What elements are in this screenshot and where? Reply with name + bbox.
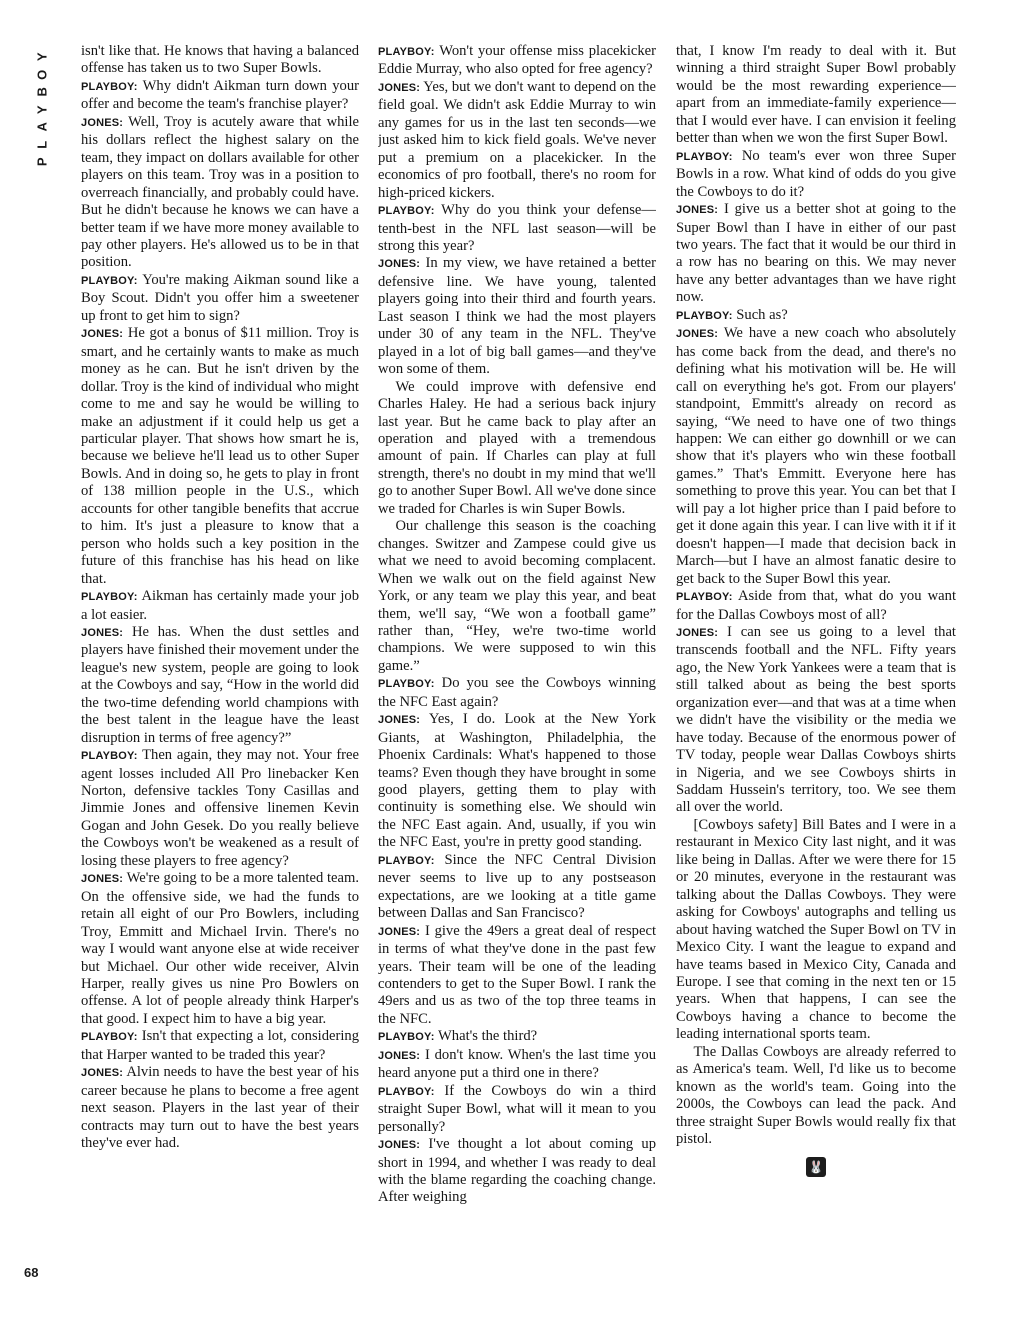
paragraph-text: I don't know. When's the last time you heard anyone put a third one in there?: [378, 1046, 656, 1082]
paragraph: [378, 852, 656, 923]
speaker-label: PLAYBOY:: [378, 205, 435, 218]
paragraph-text: Alvin needs to have the best year of his career because he plans to become a free agent next season. Players in the last year of their contracts may turn out to have the best years they've ever had.: [81, 1064, 359, 1152]
speaker-label: JONES:: [676, 328, 719, 341]
paragraph: [676, 1044, 956, 1149]
speaker-label: JONES:: [378, 1139, 421, 1152]
text-column-1: [81, 43, 359, 1293]
paragraph: [378, 379, 656, 519]
paragraph: [81, 78, 359, 114]
paragraph-text: He got a bonus of $11 million. Troy is smart, and he certainly wants to make as much money as he can. But he isn't driven by the dollar. Troy is the kind of individual who might come to me and say he would be willing to make an adjustment if it could help us get a particular player. That shows how smart he is, because we believe he'll lead us to other Super Bowls. And in doing so, he gets to play in front of 138 million people in the U.S., which accounts for other tangible benefits that accrue to him. It's just a pleasure to know that a person who holds such a key position in the future of this franchise has his head on like that.: [81, 325, 359, 587]
sidebar-letter: Y: [34, 52, 50, 62]
paragraph-text: You're making Aikman sound like a Boy Scout. Didn't you offer him a sweetener up front to get him to sign?: [81, 271, 359, 324]
speaker-label: PLAYBOY:: [378, 678, 435, 691]
paragraph: [676, 817, 956, 1044]
paragraph: [81, 43, 359, 78]
speaker-label: PLAYBOY:: [676, 150, 733, 163]
speaker-label: JONES:: [378, 81, 421, 94]
paragraph-text: I can see us going to a level that transcends football and the NFL. Fifty years ago, the New York Yankees were a team that is still talked about as being the best sports organization ever—and that was at a time when we didn't have the visibility or the media we have today. Because of the enormous power of TV today, people wear Dallas Cowboys shirts in Nigeria, and we see Cowboys shirts in Saddam Hussein's territory, too. We see them all over the world.: [676, 623, 956, 816]
speaker-label: PLAYBOY:: [81, 591, 138, 604]
sidebar-letter: B: [34, 87, 50, 97]
paragraph: [378, 79, 656, 202]
speaker-label: PLAYBOY:: [81, 1031, 138, 1044]
paragraph-text: Do you see the Cowboys winning the NFC East again?: [378, 675, 656, 710]
speaker-label: JONES:: [378, 258, 421, 271]
paragraph-text: No team's ever won three Super Bowls in a row. What kind of odds do you give the Cowboys to do it?: [676, 147, 956, 200]
paragraph: [81, 624, 359, 747]
paragraph-text: I give the 49ers a great deal of respect in terms of what they've done in the past few years. Their team will be one of the leading contenders to get to the Super Bowl. I rank the 49ers and us as two of the top three teams in the NFC.: [378, 922, 656, 1027]
paragraph: [676, 624, 956, 817]
paragraph-text: Isn't that expecting a lot, considering that Harper wanted to be traded this year?: [81, 1028, 359, 1063]
paragraph: [81, 870, 359, 1028]
speaker-label: PLAYBOY:: [81, 80, 138, 93]
paragraph-text: We have a new coach who absolutely has come back from the dead, and there's no defining what his motivation will be. He will call on everything he's got. From our players' standpoint, Emmitt's already on record as saying, “We need to have one of two things happen: We can either go downhill or we can show that it's players who win these football games.” That's Emmitt. Everyone here has something to prove this year. You can bet that I will pay a lot higher price than I paid before to get it done again this year. I can live with it if it doesn't happen—I made that decision back in March—but I have an almost fanatic desire to get back to the Super Bowl this year.: [676, 325, 956, 587]
speaker-label: PLAYBOY:: [378, 46, 435, 58]
paragraph-text: I've thought a lot about coming up short in 1994, and whether I was ready to deal with the blame regarding the coaching change. After weighing: [378, 1136, 656, 1206]
paragraph: [378, 923, 656, 1029]
paragraph: [676, 148, 956, 201]
speaker-label: JONES:: [378, 714, 421, 727]
paragraph-text: Then again, they may not. Your free agent losses included All Pro linebacker Ken Norton, defensive tackles Tony Casillas and Jimmie Jones and offensive linemen Kevin Gogan and John Gesek. Do you really believe the Cowboys won't be weakened as a result of losing these players to free agency?: [81, 747, 359, 869]
paragraph-text: Since the NFC Central Division never seems to live up to any postseason expectations, are we looking at a title game between Dallas and San Francisco?: [378, 851, 656, 922]
paragraph-text: If the Cowboys do win a third straight Super Bowl, what will it mean to you personally?: [378, 1082, 656, 1135]
speaker-label: JONES:: [378, 925, 421, 938]
paragraph: [81, 325, 359, 588]
text-column-3-body: [676, 43, 956, 1149]
sidebar-letter: L: [34, 140, 50, 149]
sidebar-letter: O: [34, 69, 50, 80]
paragraph-text: Our challenge this season is the coaching changes. Switzer and Zampese could give us what we need to avoid becoming complacent. When we walk out on the field against New York, or any team we play this year, and beat them, we'll say, “We won a football game” rather than, “Hey, we're two-time world champions. We were supposed to win this game.”: [378, 518, 656, 674]
speaker-label: PLAYBOY:: [378, 1031, 435, 1044]
paragraph-text: We're going to be a more talented team. On the offensive side, we had the funds to retain all eight of our Pro Bowlers, including Troy, Emmitt and Michael Irvin. There's no way I would want anyone else at wide receiver but Michael. Our other wide receiver, Alvin Harper, really gives us nine Pro Bowlers on offense. A lot of people already think Harper's that good. I expect him to have a big year.: [81, 870, 359, 1027]
end-mark-bunny-icon: 🐰: [806, 1157, 826, 1177]
paragraph-text: Won't your offense miss placekicker Eddie Murray, who also opted for free agency?: [378, 43, 656, 78]
speaker-label: PLAYBOY:: [676, 591, 733, 604]
speaker-label: PLAYBOY:: [676, 309, 733, 322]
paragraph: [378, 711, 656, 852]
text-column-3: [676, 43, 956, 1293]
paragraph-text: What's the third?: [438, 1028, 538, 1045]
paragraph: [378, 1083, 656, 1136]
paragraph: [676, 307, 956, 325]
paragraph: [378, 1136, 656, 1207]
paragraph: [676, 43, 956, 148]
paragraph: [81, 114, 359, 272]
speaker-label: JONES:: [676, 626, 719, 639]
paragraph: [81, 747, 359, 870]
paragraph: [378, 255, 656, 378]
paragraph-text: isn't like that. He knows that having a balanced offense has taken us to two Super Bowls.: [81, 43, 359, 77]
speaker-label: JONES:: [81, 873, 124, 886]
paragraph-text: Yes, I do. Look at the New York Giants, at Washington, Philadelphia, the Phoenix Cardinals: What's happened to those teams? Even though they have brought in some good players, getting them to play with continuity is something else. We should win the NFC East again. And, usually, if you win the NFC East, you're in pretty good standing.: [378, 711, 656, 851]
speaker-label: PLAYBOY:: [81, 750, 138, 763]
paragraph: [378, 1047, 656, 1083]
speaker-label: JONES:: [81, 1067, 124, 1080]
speaker-label: PLAYBOY:: [378, 854, 435, 867]
paragraph-text: Aikman has certainly made your job a lot easier.: [81, 588, 359, 623]
paragraph: [378, 1028, 656, 1046]
paragraph-text: Well, Troy is acutely aware that while his dollars reflect the highest salary on the team, they impact on dollars available for other players on this team. Troy was in a position to overreach financially, and probably could have. But he didn't because he knows we can have a better team if we have more money available to pay other players. He's allowed us to be in that position.: [81, 113, 359, 271]
speaker-label: PLAYBOY:: [81, 274, 138, 287]
paragraph-text: Why didn't Aikman turn down your offer and become the team's franchise player?: [81, 77, 359, 113]
speaker-label: JONES:: [378, 1049, 421, 1062]
speaker-label: JONES:: [676, 204, 719, 217]
speaker-label: PLAYBOY:: [378, 1085, 435, 1098]
sidebar-letter: A: [34, 122, 50, 132]
sidebar-letter: Y: [34, 104, 50, 114]
paragraph-text: [Cowboys safety] Bill Bates and I were in a restaurant in Mexico City last night, and it was like being in Dallas. After we were there for 15 or 20 minutes, everyone in the restaurant was talking about the Dallas Cowboys. They were asking for Cowboys' autographs and telling us about having watched the Super Bowl on TV in Mexico City. I want the league to expand and have teams based in Mexico City, Canada and Europe. I see that coming in the next ten or 15 years. When that happens, I can see the Cowboys having a chance to become the leading international sports team.: [676, 816, 956, 1043]
paragraph-text: I give us a better shot at going to the Super Bowl than I have in either of our past two years. The fact that it would be our third in a row has no bearing on this. We may never have any better advantages than we have right now.: [676, 201, 956, 306]
paragraph-text: In my view, we have retained a better defensive line. We have young, talented players going into their third and fourth years. Last season I think we had the most players under 30 of any team in the NFL. They've played in a lot of big ball games—and they've won some of them.: [378, 255, 656, 378]
paragraph: [378, 202, 656, 255]
paragraph-text: He has. When the dust settles and players have finished their movement under the league's new system, people are going to look at the Cowboys and say, “How in the world did the two-time defending world champions with the best talent in the league have the least disruption in terms of free agency?”: [81, 623, 359, 746]
paragraph: [378, 675, 656, 711]
paragraph-text: that, I know I'm ready to deal with it. But winning a third straight Super Bowl probably would be the most rewarding experience—apart from an immediate-family experience—that I would ever have. I can envision it feeling better than when we won the first Super Bowl.: [676, 43, 956, 147]
paragraph: [676, 201, 956, 307]
paragraph: [81, 1028, 359, 1064]
paragraph: [676, 588, 956, 624]
paragraph: [81, 1064, 359, 1152]
paragraph-text: Aside from that, what do you want for the Dallas Cowboys most of all?: [676, 588, 956, 623]
paragraph: [81, 588, 359, 624]
paragraph: [81, 272, 359, 325]
speaker-label: JONES:: [81, 626, 124, 639]
paragraph-text: Such as?: [736, 306, 788, 323]
speaker-label: JONES:: [81, 116, 124, 129]
paragraph-text: We could improve with defensive end Charles Haley. He had a serious back injury last year. But he came back to play after an operation and played with a tremendous amount of pain. If Charles can play at full strength, there's no doubt in my mind that we'll go to another Super Bowl. All we've done since we traded for Charles is win Super Bowls.: [378, 378, 656, 517]
speaker-label: JONES:: [81, 328, 124, 341]
paragraph-text: Yes, but we don't want to depend on the field goal. We didn't ask Eddie Murray to win any games for us in the last ten seconds—we just asked him to kick field goals. We've never put a premium on a placekicker. In the economics of pro football, there's no room for high-priced kickers.: [378, 78, 656, 201]
page-number: 68: [24, 1265, 39, 1280]
magazine-sidebar-mark: [32, 48, 52, 171]
text-column-2: [378, 43, 656, 1293]
paragraph: [378, 43, 656, 79]
paragraph: [378, 518, 656, 675]
paragraph: [676, 325, 956, 588]
sidebar-letter: P: [34, 157, 50, 167]
paragraph-text: Why do you think your defense—tenth-best in the NFL last season—will be strong this year?: [378, 202, 656, 254]
paragraph-text: The Dallas Cowboys are already referred to as America's team. Well, I'd like us to become known as the world's team. Going into the 2000s, the Cowboys can lead the pack. And three straight Super Bowls would really fix that pistol.: [676, 1043, 956, 1148]
